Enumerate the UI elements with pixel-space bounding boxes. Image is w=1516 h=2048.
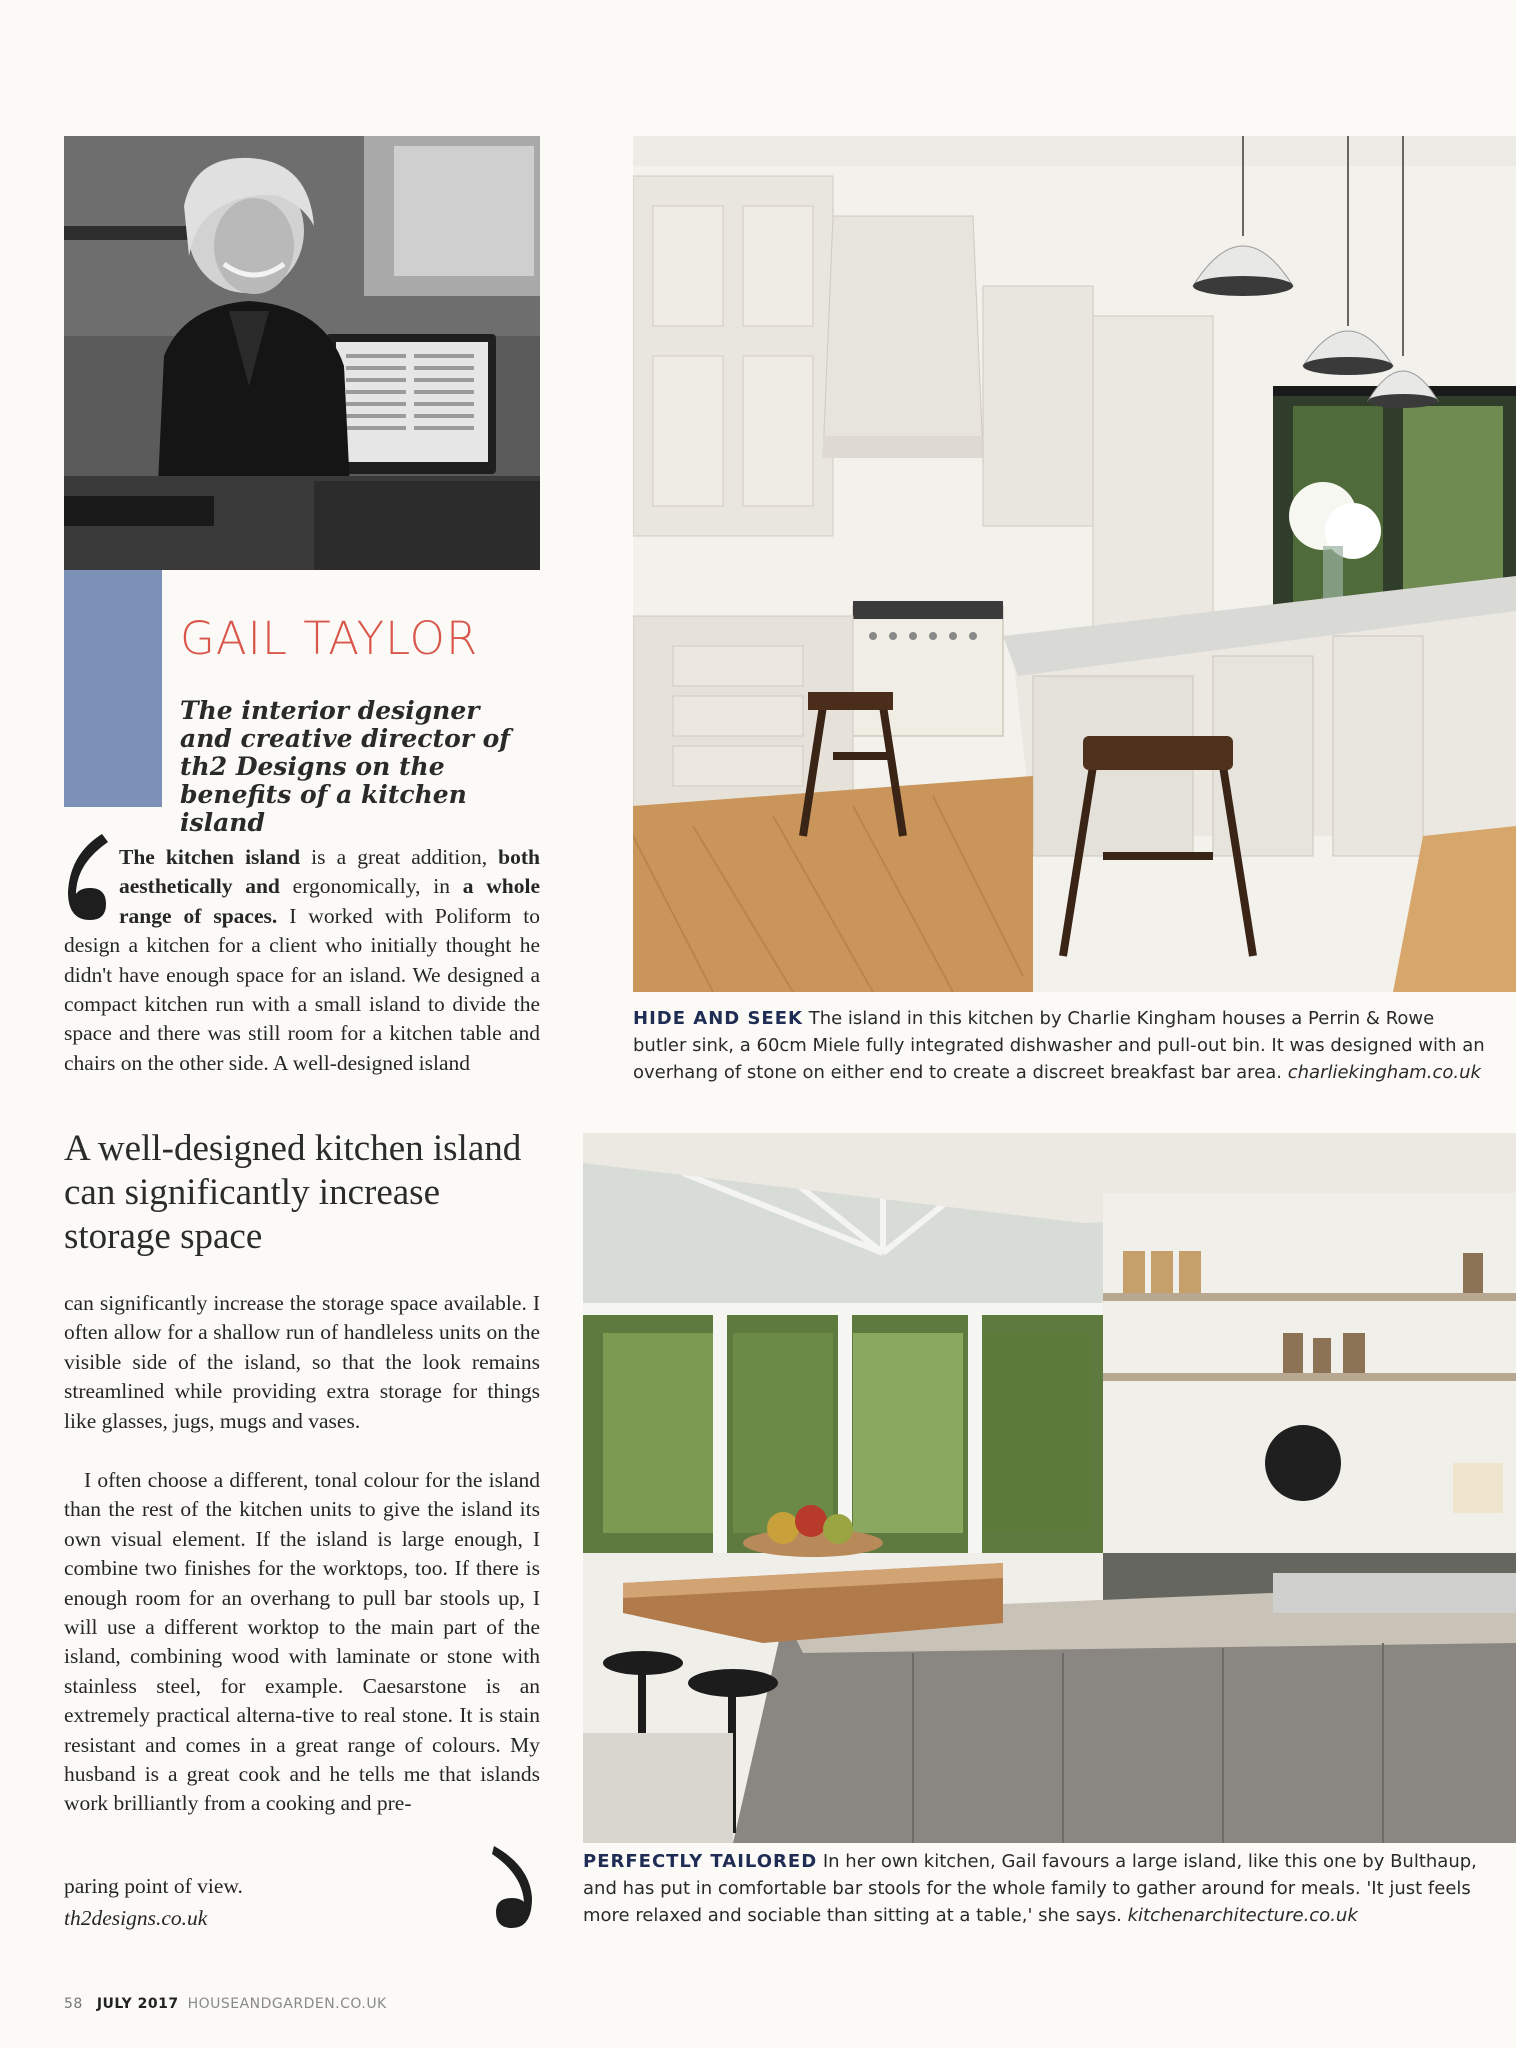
photo-2-caption-text: In her own kitchen, Gail favours a large island, like this one by Bulthaup, and has put in comfortable bar stools for the whole family to gather around for meals. 'It just feels more relaxed and sociable than sitting at a table,' she says. (583, 1851, 1477, 1926)
portrait-photo (64, 136, 540, 570)
profile-name: GAIL TAYLOR (180, 612, 479, 665)
kitchen-photo-2 (583, 1133, 1516, 1843)
side-accent-bar (64, 570, 162, 807)
photo-1-caption-text: The island in this kitchen by Charlie Kingham houses a Perrin & Rowe butler sink, a 60cm Miele fully integrated dishwasher and pull-out bin. It was designed with an overhang of stone on either end to create a discreet breakfast bar area. (633, 1008, 1485, 1083)
photo-2-caption-link[interactable]: kitchenarchitecture.co.uk (1127, 1905, 1358, 1926)
page-number: 58 (64, 1996, 83, 2012)
photo-1-caption-link[interactable]: charliekingham.co.uk (1287, 1062, 1481, 1083)
article-paragraph-3-end: paring point of view. (64, 1874, 243, 1898)
profile-intro: The interior designer and creative director of th2 Designs on the benefits of a kitchen island (180, 696, 511, 837)
issue-date: JULY 2017 (96, 1996, 179, 2012)
photo-1-caption-title: HIDE AND SEEK (633, 1008, 803, 1029)
photo-1-caption (633, 1005, 1493, 1086)
photo-2-caption-title: PERFECTLY TAILORED (583, 1851, 818, 1872)
page-footer (64, 1996, 387, 2012)
designer-link[interactable]: th2designs.co.uk (64, 1906, 208, 1930)
article-paragraph-2: can significantly increase the storage space available. I often allow for a shallow run of handleless units on the visible side of the island, so that the look remains streamlined while providing extra storage for things like glasses, jugs, mugs and vases. (64, 1291, 540, 1433)
article-paragraph-1: The kitchen island is a great addition, both aesthetically and ergonomically, in a whole range of spaces. I worked with Poliform to design a kitchen for a client who initially thought he didn't have enough space for an island. We designed a compact kitchen run with a small island to divide the space and there was still room for a kitchen table and chairs on the other side. A well-designed island (64, 845, 541, 1075)
close-quote-icon (480, 1842, 540, 1932)
kitchen-photo-1 (633, 136, 1516, 992)
pull-quote: A well-designed kitchen island can significantly increase storage space (64, 1128, 522, 1257)
photo-2-caption (583, 1848, 1493, 1929)
footer-site[interactable]: HOUSEANDGARDEN.CO.UK (187, 1996, 387, 2012)
article-paragraph-3: I often choose a different, tonal colour for the island than the rest of the kitchen units to give the island its own visual element. If the island is large enough, I combine two finishes for the worktops, too. If there is enough room for an overhang to pull bar stools up, I will use a different worktop to the main part of the island, combining wood with laminate or stone with stainless steel, for example. Caesarstone is an extremely practical alterna-tive to real stone. It is stain resistant and comes in a great range of colours. My husband is a great cook and he tells me that islands work brilliantly from a cooking and pre- (64, 1468, 540, 1816)
